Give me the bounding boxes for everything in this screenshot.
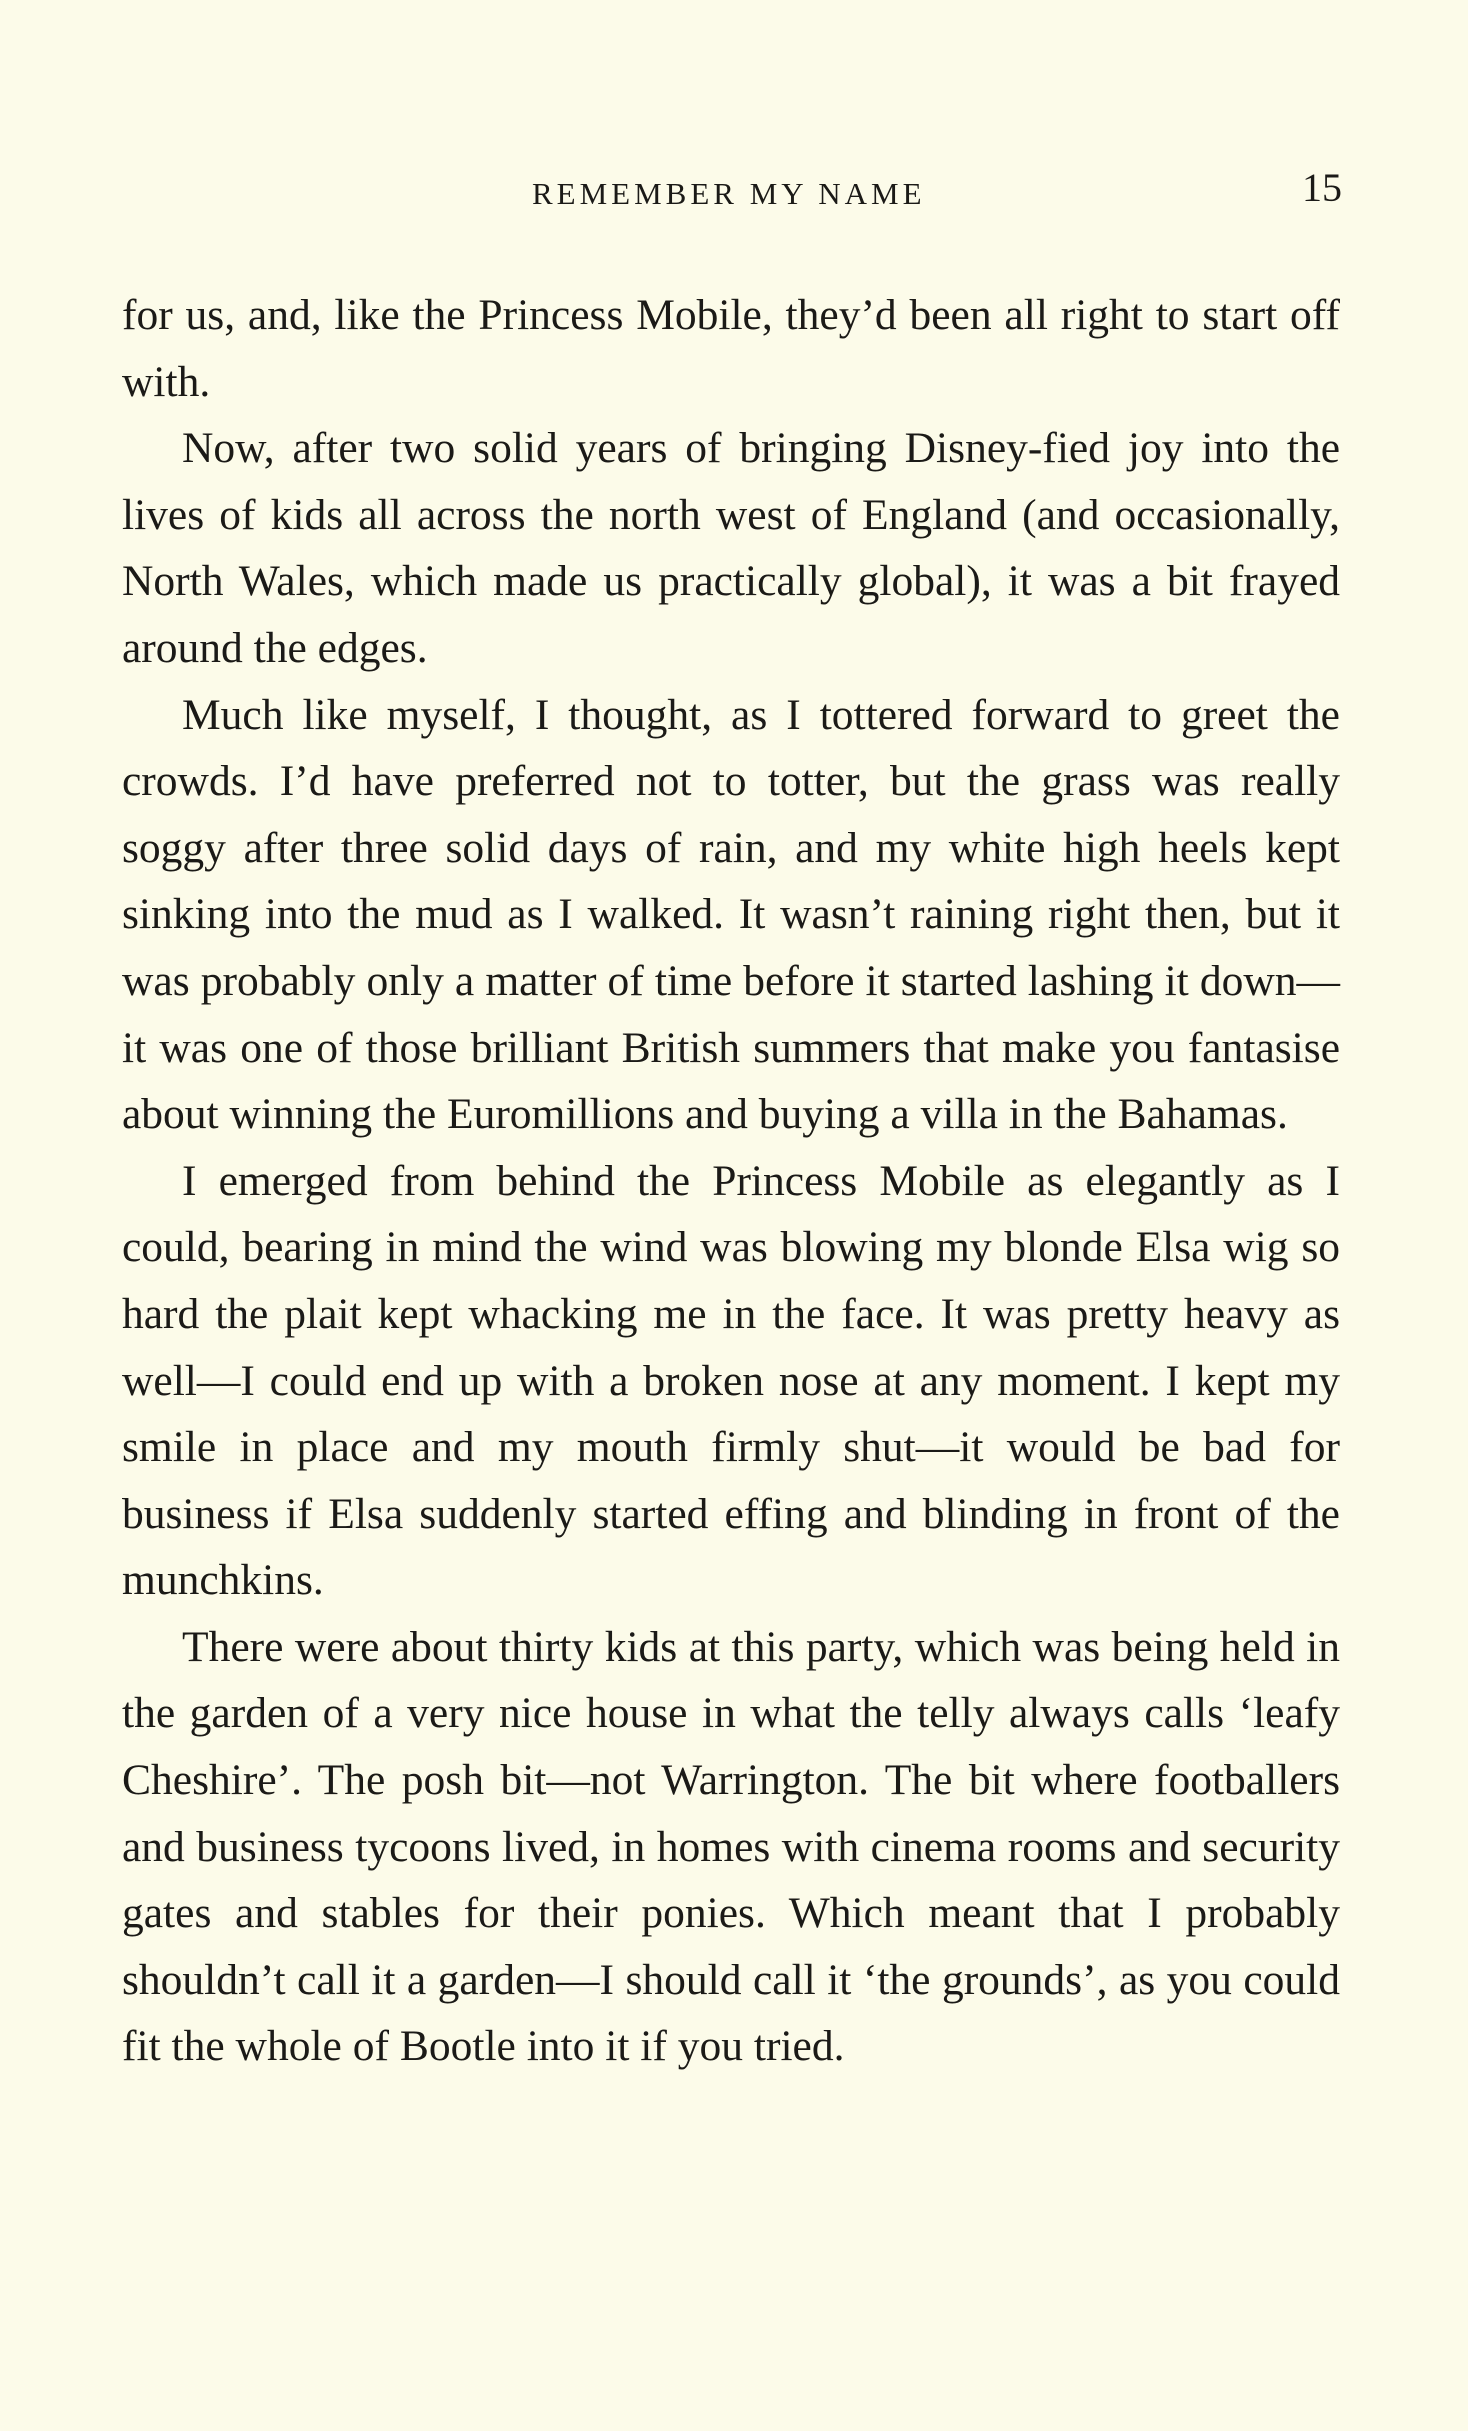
paragraph: There were about thirty kids at this party, which was being held in the garden of a very nice house in what the telly always calls ‘leafy Cheshire’. The posh bit—not Warrington. The bit where footballers and business tycoons lived, in homes with cinema rooms and security gates and stables for their ponies. Which meant that I probably shouldn’t call it a garden—I should call it ‘the grounds’, as you could fit the whole of Bootle into it if you tried.: [122, 1622, 1340, 2071]
paragraph: Much like myself, I thought, as I tottered forward to greet the crowds. I’d have preferred not to totter, but the grass was really soggy after three solid days of rain, and my white high heels kept sinking into the mud as I walked. It wasn’t raining right then, but it was probably only a matter of time before it started lashing it down—it was one of those brilliant British summers that make you fantasise about winning the Euromillions and buying a villa in the Bahamas.: [122, 690, 1340, 1139]
paragraph: for us, and, like the Princess Mobile, they’d been all right to start off with.: [122, 291, 1340, 406]
paragraph: I emerged from behind the Princess Mobile as elegantly as I could, bearing in mind the wind was blowing my blonde Elsa wig so hard the plait kept whacking me in the face. It was pretty heavy as well—I could end up with a broken nose at any moment. I kept my smile in place and my mouth firmly shut—it would be bad for business if Elsa suddenly started effing and blinding in front of the munchkins.: [122, 1156, 1340, 1605]
running-head: [0, 165, 1468, 216]
paragraph: Now, after two solid years of bringing Disney-fied joy into the lives of kids all across the north west of England (and occasionally, North Wales, which made us practically global), it was a bit frayed around the edges.: [122, 424, 1340, 672]
running-title: REMEMBER MY NAME: [532, 176, 926, 211]
page-number: 15: [1302, 165, 1342, 210]
body-text: [122, 282, 1340, 2080]
